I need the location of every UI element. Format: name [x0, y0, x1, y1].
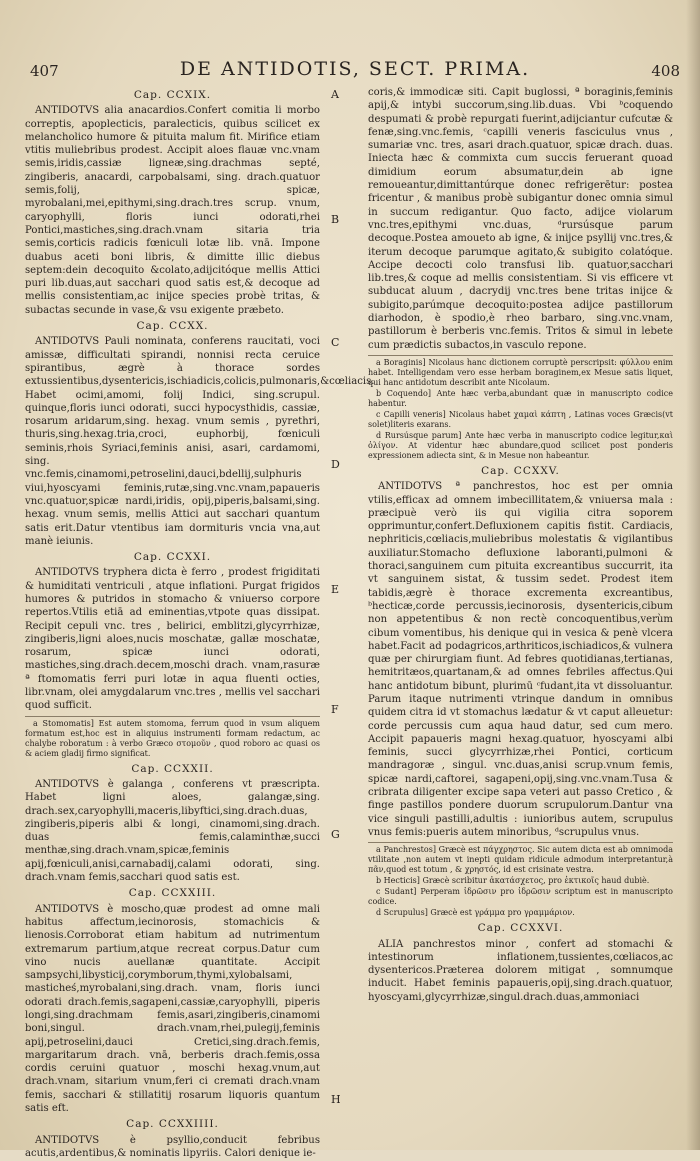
chapter-text: ANTIDOTVS è psyllio,conducit febribus acutis,ardentibus,& nominatis lipyriis. Calori denique ie-: [25, 1134, 320, 1159]
chapter-text: ANTIDOTVS alia anacardios.Confert comitia li morbo correptis, apoplecticis, paralecticis, quibus scilicet ex melancholico humore & pituita malum fit. Mirifice etiam vtitis muliebribus prodest. Accipit aloes flauæ vnc.vnam semis,iridis,cassiæ ligneæ,sing.drachmas septé, zingiberis, anacardi, carpobalsami, sing. drach.quatuor semis,folij, spicæ, myrobalani,mei,epithymi,sing.drach.tres scrup. vnum, caryophylli, floris iunci odorati,rhei Pontici,mastiches,sing.drach.vnam sitaria tria semis,corticis radicis fœniculi lotæ lib. vnā. Impone duabus aceti boni libris, & dimitte illic diebus septem:dein decoquito &colato,adijcitóque mellis Attici puri lib.duas,aut sacchari quod satis est,& decoque ad mellis consistentiam,ac inijce species probè tritas, & subactas secunde in vase,& vsu exigente præbeto.: [25, 105, 320, 316]
footnote: d Rursúsque parum] Ante hæc verba in manuscripto codice legitur,καὶ ὀλίγον. At videntur hæc abundare,quod scilicet post ponderis expressionem adiecta sint, & in Mesue non habeantur.: [368, 430, 673, 460]
footnote-block: [368, 842, 673, 918]
footnote: b Coquendo] Ante hæc verba,abundant quæ in manuscripto codice habentur.: [368, 388, 673, 408]
chapter-heading: Cap. CCXXV.: [481, 464, 560, 477]
chapter-text: ANTIDOTVS ª panchrestos, hoc est per omnia vtilis,efficax ad omnem imbecillitatem,& vniuersa mala : præcipuè verò iis qui vigilia citra soporem opprimuntur,confert.Defluxionem capitis fistit. Cardiacis, nephriticis,cœliacis,muliebribus molestatis & vigilantibus auxiliatur.Stomacho defluxione laboranti,pulmoni & thoraci,sanguinem cum pituita excreantibus succurrit, ita vt sanguinem sistat, & tussim sedet. Prodest item tabidis,ægrè è thorace excrementa excreantibus, ᵇhecticæ,corde percussis,iecinorosis, dysentericis,cibum non appetentibus & non rectè concoquentibus,verùm cibum vomentibus, his denique qui in vesica & penè vlcera habet.Facit ad podagricos,arthriticos,ischiadicos,& vulnera quæ per chirurgiam fiunt. Ad febres quotidianas,tertianas, hemitritæos,quartanam,& ad omnes febriles affectus.Qui hanc antidotum bibunt, plurimū ᶜfudant,ita vt dissoluantur. Parum itaque nutrimenti vtrinque dandum in omnibus quidem citra id vt stomachus lædatur & vt caput alleuetur: corde percussis cum aqua haud datur, sed cum mero. Accipit papaueris magni hexag.quatuor, hyoscyami albi feminis, succi glycyrrhizæ,rhei Pontici, corticum mandragoræ , singul. vnc.duas,anisi scrup.vnum femis, spicæ nardi,caftorei, sagapeni,opij,sing.vnc.vnam.Tusa & cribrata diligenter excipe sapa veteri aut passo Cretico , & finge pastillos pondere duorum scrupulorum.Dantur vna vice singuli pastilli,adultis : iunioribus autem, scrupulus vnus femis:pueris autem minoribus, ᵈscrupulus vnus.: [368, 481, 673, 838]
footnote: a Boraginis] Nicolaus hanc dictionem corruptè perscripsit: φύλλου enim habet. Intelligendam vero esse herbam boraginem,ex Mesue satis liquet, qui hanc antidotum describit ante Nicolaum.: [368, 357, 673, 387]
footnote: c Sudant] Perperam ἱδρῶσιν pro ἱδρῶσιν scriptum est in manuscripto codice.: [368, 887, 673, 907]
left-page-number: 407: [30, 62, 59, 80]
chapter-heading: Cap. CCXXII.: [131, 762, 214, 775]
chapter-heading: Cap. CCXXVI.: [477, 922, 564, 935]
margin-letter-f: F: [331, 703, 339, 716]
right-column: [368, 86, 673, 1005]
right-page-number: 408: [651, 62, 680, 80]
footnote: d Scrupulus] Græcè est γράμμα pro γραμμάριον.: [376, 908, 575, 918]
footnote-block: [368, 355, 673, 461]
running-head: [30, 58, 680, 84]
chapter-text: ALIA panchrestos minor , confert ad stomachi & intestinorum inflationem,tussientes,cœliacos,ac dysentericos.Præterea dolorem mitigat , somnumque inducit. Habet feminis papaueris,opij,sing.drach.quatuor, hyoscyami,glycyrrhizæ,singul.drach.duas,ammoniaci: [368, 938, 673, 1003]
left-column: [25, 86, 375, 1161]
margin-letter-g: G: [331, 828, 340, 841]
page-edge-shadow: [686, 0, 700, 1150]
footnote: a Stomomatis] Est autem stomoma, ferrum quod in vsum aliquem formatum est,hoc est in aliquius instrumenti formam redactum, ac chalybe roboratum : à verbo Græco στομοῦν , quod roboro ac quasi os & aciem gladij firmo significat.: [25, 718, 320, 758]
margin-letter-h: H: [331, 1093, 341, 1106]
footnote: b Hecticis] Græcè scribitur ἀκατάσχετος, pro ἑκτικοῖς haud dubiè.: [376, 876, 650, 886]
margin-letter-d: D: [331, 458, 340, 471]
margin-letter-c: C: [331, 336, 340, 349]
chapter-text: ANTIDOTVS è moscho,quæ prodest ad omne mali habitus affectum,iecinorosis, stomachicis & lienosis.Corroborat etiam habitum ad nutrimentum extremarum partium,atque recreat corpus.Datur cum vino nucis auellanæ quantitate. Accipit sampsychi,libysticij,corymborum,thymi,xylobalsami, masticheś,myrobalani,sing.drach. vnam, floris iunci odorati drach.femis,sagapeni,cassiæ,caryophylli, piperis longi,sing.drachmam femis,asari,zingiberis,cinamomi boni,singul. drach.vnam,rhei,pulegij,feminis apij,petroselini,dauci Cretici,sing.drach.femis, margaritarum drach. vnā, berberis drach.femis,ossa cordis ceruini quatuor , moschi hexag.vnum,aut drach.vnam, sitarium vnum,feri ci cremati drach.vnam femis, sacchari & stillatitij rosarum liquoris quantum satis eft.: [25, 903, 320, 1115]
chapter-text: ANTIDOTVS tryphera dicta è ferro , prodest frigiditati & humiditati ventriculi , atque inflationi. Purgat frigidos humores & putridos in stomacho & vniuerso corpore repertos.Vtilis etiā ad eminentias,vtpote quas dissipat. Recipit cepuli vnc. tres , belirici, emblitzi,glycyrrhizæ, zingiberis,ligni aloes,nucis moschatæ, gallæ moschatæ, rosarum, spicæ iunci odorati, mastiches,sing.drach.decem,moschi drach. vnam,rasuræ ª ftomomatis ferri puri lotæ in aqua fluenti octies, libr.vnam, olei amygdalarum vnc.tres , mellis vel sacchari quod sufficit.: [25, 567, 320, 712]
margin-letter-b: B: [331, 213, 340, 226]
footnote: a Panchrestos] Græcè est πάγχρηστος. Sic autem dicta est ab omnimoda vtilitate ,non autem vt inepti quidam ridicule admodum interpretantur,à πᾶν,quod est totum , & χρηστός, id est crisinate vestra.: [368, 845, 673, 875]
margin-letter-e: E: [331, 583, 340, 596]
chapter-heading: Cap. CCXX.: [136, 320, 209, 333]
chapter-heading: Cap. CCXXIIII.: [126, 1118, 219, 1131]
margin-letter-a: A: [331, 88, 339, 101]
chapter-heading: Cap. CCXIX.: [133, 89, 212, 101]
footnote: c Capilli veneris] Nicolaus habet χαμαὶ κάπτη , Latinas voces Græcis(vt solet)literis exarans.: [368, 409, 673, 429]
chapter-text: ANTIDOTVS è galanga , conferens vt præscripta. Habet ligni aloes, galangæ,sing. drach.sex,caryophylli,maceris,libyftici,sing.drach.duas, zingiberis,piperis albi & longi, cinamomi,sing.drach. duas femis,calaminthæ,succi menthæ,sing.drach.vnam,spicæ,feminis apij,fœniculi,anisi,carnabadij,calami odorati, sing. drach.vnam femis,sacchari quod satis est.: [25, 778, 320, 884]
chapter-heading: Cap. CCXXI.: [133, 551, 212, 564]
footnote-block: [25, 716, 320, 759]
chapter-text: ANTIDOTVS Pauli nominata, conferens raucitati, voci amissæ, difficultati spirandi, nonnisi recta ceruice spirantibus, ægrè à thorace sordes extussientibus,dysentericis,ischiadicis,colicis,pulmonaris,&cœliacis. Habet ocimi,amomi, folij Indici, sing.scrupul. quinque,floris iunci odorati, succi hypocysthidis, cassiæ, rosarum aridarum,sing. hexag. vnum semis , pyrethri, thuris,sing.hexag.tria,croci, euphorbij, fœniculi seminis,rhois Syriaci,feminis anisi, asari, cardamomi, sing. vnc.femis,cinamomi,petroselini,dauci,bdellij,sulphuris viui,hyoscyami feminis,rutæ,sing.vnc.vnam,papaueris vnc.quatuor,spicæ nardi,iridis, opij,piperis,balsami,sing. hexag. vnum semis, mellis Attici aut sacchari quantum satis erit.Datur vtentibus iam dormituris vncia vna,aut manè ieiunis.: [25, 336, 375, 547]
chapter-text-continued: coris,& immodicæ siti. Capit buglossi, ª boraginis,feminis apij,& intybi succorum,sing.lib.duas. Vbi ᵇcoquendo despumati & probè repurgati fuerint,adijciantur cufcutæ & fenæ,sing.vnc.femis, ᶜcapilli veneris fasciculus vnus , sumariæ vnc. tres, asari drach.quatuor, spicæ drach. duas. Iniecta hæc & commixta cum succis feruerant quoad dimidium eorum absumatur,dein ab igne remoueantur,dimittantúrque donec refrigerētur: postea fricentur , & manibus probè subigantur donec omnia simul in succum redigantur. Quo facto, adijce violarum vnc.tres,epithymi vnc.duas, ᵈrursúsque parum decoque.Postea amoueto ab igne, & inijce psyllij vnc.tres,& iterum decoque parumque agitato,& subigito colatóque. Accipe decocti colo transfusi lib. quatuor,sacchari lib.tres,& coque ad mellis consistentiam. Si vis efficere vt subducat aluum , dacrydij vnc.tres bene tritas inijce & subigito,parúmque decoquito:postea adijce pastillorum diarhodon, è spodio,è rheo barbaro, sing.vnc.vnam, pastillorum è berberis vnc.femis. Tritos & simul in lebete cum prædictis subactos,in vasculo repone.: [368, 87, 673, 351]
chapter-heading: Cap. CCXXIII.: [128, 887, 217, 900]
page-title: DE ANTIDOTIS, SECT. PRIMA.: [179, 58, 531, 80]
